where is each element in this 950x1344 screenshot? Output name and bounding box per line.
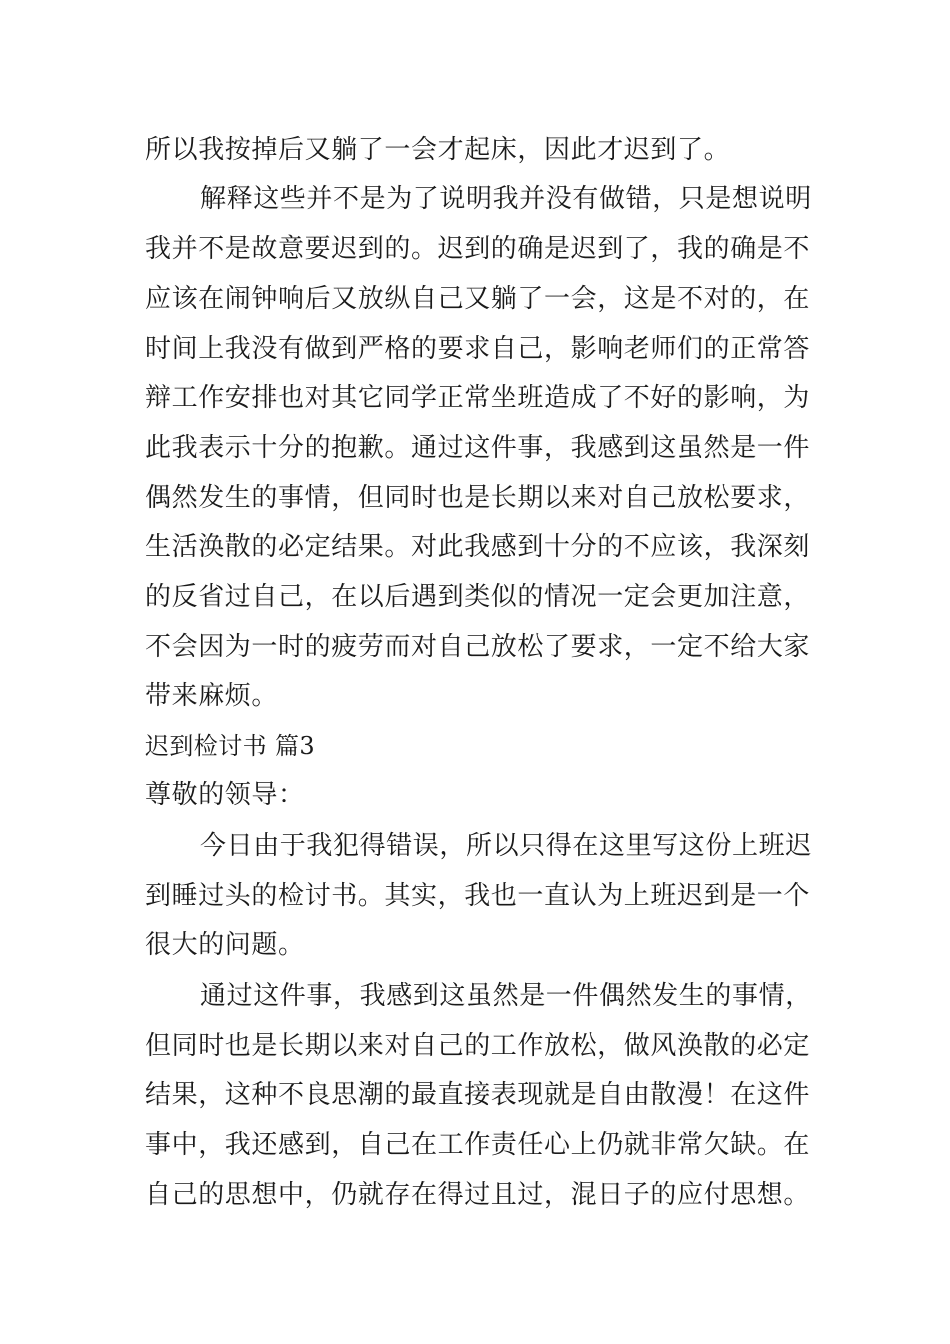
text-line: 事中，我还感到，自己在工作责任心上仍就非常欠缺。在 xyxy=(145,1130,811,1160)
text-line: 到睡过头的检讨书。其实，我也一直认为上班迟到是一个 xyxy=(145,881,811,911)
text-line: 应该在闹钟响后又放纵自己又躺了一会，这是不对的，在 xyxy=(145,284,811,314)
text-line: 此我表示十分的抱歉。通过这件事，我感到这虽然是一件 xyxy=(145,433,811,463)
paragraph-start-line: 解释这些并不是为了说明我并没有做错，只是想说明 xyxy=(200,184,812,214)
text-line: 生活涣散的必定结果。对此我感到十分的不应该，我深刻 xyxy=(145,532,811,562)
text-line: 自己的思想中，仍就存在得过且过，混日子的应付思想。 xyxy=(145,1180,811,1210)
paragraph-start-line: 通过这件事，我感到这虽然是一件偶然发生的事情， xyxy=(200,981,812,1011)
text-line: 所以我按掉后又躺了一会才起床，因此才迟到了。 xyxy=(145,135,731,165)
text-line: 时间上我没有做到严格的要求自己，影响老师们的正常答 xyxy=(145,334,811,364)
text-line: 很大的问题。 xyxy=(145,930,305,960)
section-heading: 迟到检讨书 篇3 xyxy=(145,732,316,760)
paragraph-start-line: 今日由于我犯得错误，所以只得在这里写这份上班迟 xyxy=(200,831,812,861)
text-line: 辩工作安排也对其它同学正常坐班造成了不好的影响，为 xyxy=(145,383,811,413)
text-line: 结果，这种不良思潮的最直接表现就是自由散漫！在这件 xyxy=(145,1080,811,1110)
text-line: 带来麻烦。 xyxy=(145,681,279,711)
text-line: 不会因为一时的疲劳而对自己放松了要求，一定不给大家 xyxy=(145,632,811,662)
text-line: 但同时也是长期以来对自己的工作放松，做风涣散的必定 xyxy=(145,1031,811,1061)
salutation: 尊敬的领导： xyxy=(145,780,305,810)
text-line: 的反省过自己，在以后遇到类似的情况一定会更加注意， xyxy=(145,582,811,612)
text-line: 我并不是故意要迟到的。迟到的确是迟到了，我的确是不 xyxy=(145,234,811,264)
text-line: 偶然发生的事情，但同时也是长期以来对自己放松要求， xyxy=(145,483,811,513)
